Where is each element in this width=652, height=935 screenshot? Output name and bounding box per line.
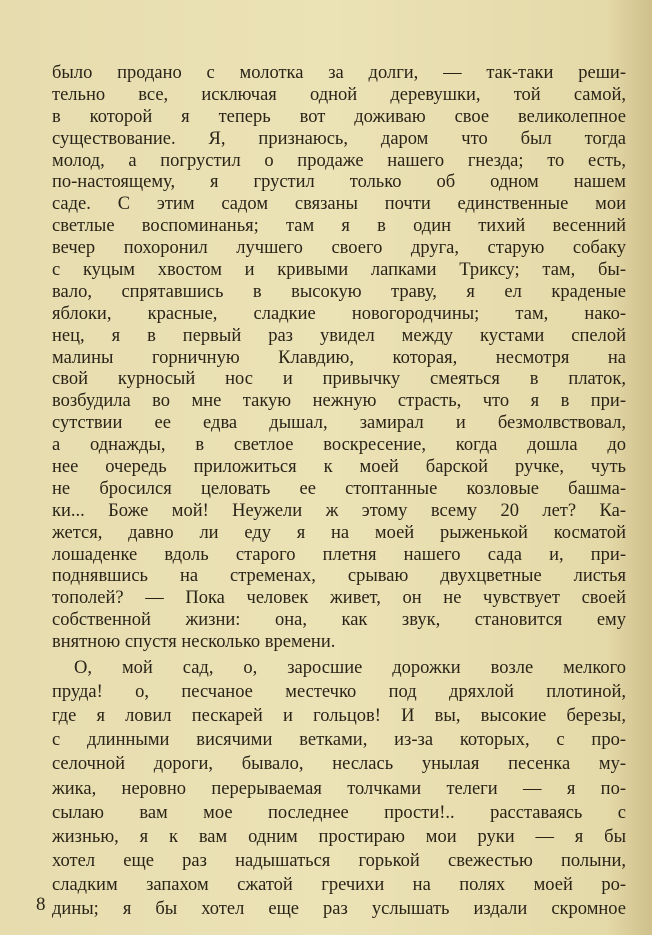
text-line: нец, я в первый раз увидел между кустами спелой [52, 325, 626, 346]
paragraph-1 [52, 63, 626, 654]
text-line: не бросился целовать ее стоптанные козловые башма- [52, 478, 626, 499]
text-line: сутствии ее едва дышал, замирал и безмолвствовал, [52, 413, 626, 434]
text-line: вало, спрятавшись в высокую траву, я ел краденые [52, 281, 626, 302]
text-line: жизнью, я к вам одним простираю мои руки — я бы [52, 826, 626, 847]
text-line: собственной жизни: она, как звук, становится ему [52, 610, 626, 631]
page-number: 8 [36, 894, 46, 915]
text-line: вечер похоронил лучшего своего друга, старую собаку [52, 238, 626, 259]
text-line: жика, неровно перерываемая толчками телеги — я по- [52, 778, 626, 799]
text-line: с длинными висячими ветками, из-за которых, с про- [52, 730, 626, 751]
text-line: с куцым хвостом и кривыми лапками Триксу; там, бы- [52, 260, 626, 281]
text-line: малины горничную Клавдию, которая, несмотря на [52, 347, 626, 368]
text-line: тополей? — Пока человек живет, он не чувствует своей [52, 588, 626, 609]
text-line: саде. С этим садом связаны почти единственные мои [52, 194, 626, 215]
text-line: ки... Боже мой! Неужели ж этому всему 20 лет? Ка- [52, 500, 626, 521]
text-line: по-настоящему, я грустил только об одном нашем [52, 172, 626, 193]
text-line: сылаю вам мое последнее прости!.. расставаясь с [52, 802, 626, 823]
text-line: внятною спустя несколько времени. [52, 632, 336, 653]
text-line: сладким запахом сжатой гречихи на полях моей ро- [52, 874, 626, 895]
paragraph-2 [52, 656, 626, 921]
text-line: яблоки, красные, сладкие новогородчины; там, нако- [52, 303, 626, 324]
text-line: где я ловил пескарей и гольцов! И вы, высокие березы, [52, 706, 626, 727]
text-line: селочной дороги, бывало, неслась унылая песенка му- [52, 754, 626, 775]
text-line: дины; я бы хотел еще раз услышать издали скромное [52, 898, 626, 919]
text-line: нее очередь приложиться к моей барской ручке, чуть [52, 457, 626, 478]
page-text [52, 63, 626, 921]
text-line: лошаденке вдоль старого плетня нашего сада и, при- [52, 544, 626, 565]
text-line: существование. Я, признаюсь, даром что был тогда [52, 128, 626, 149]
text-line: свой курносый нос и привычку смеяться в платок, [52, 369, 626, 390]
text-line: светлые воспоминанья; там я в один тихий весенний [52, 216, 626, 237]
text-line: а однажды, в светлое воскресение, когда дошла до [52, 435, 626, 456]
text-line: возбудила во мне такую нежную страсть, что я в при- [52, 391, 626, 412]
text-line: молод, а погрустил о продаже нашего гнезда; то есть, [52, 150, 626, 171]
text-line: О, мой сад, о, заросшие дорожки возле мелкого [74, 658, 626, 679]
text-line: в которой я теперь вот доживаю свое великолепное [52, 106, 626, 127]
text-line: поднявшись на стременах, срываю двухцветные листья [52, 566, 626, 587]
text-line: пруда! о, песчаное местечко под дряхлой плотиной, [52, 682, 626, 703]
text-line: было продано с молотка за долги, — так-таки реши- [52, 63, 626, 83]
text-line: хотел еще раз надышаться горькой свежестью полыни, [52, 850, 626, 871]
text-line: жется, давно ли еду я на моей рыженькой косматой [52, 522, 626, 543]
text-line: тельно все, исключая одной деревушки, той самой, [52, 84, 626, 105]
